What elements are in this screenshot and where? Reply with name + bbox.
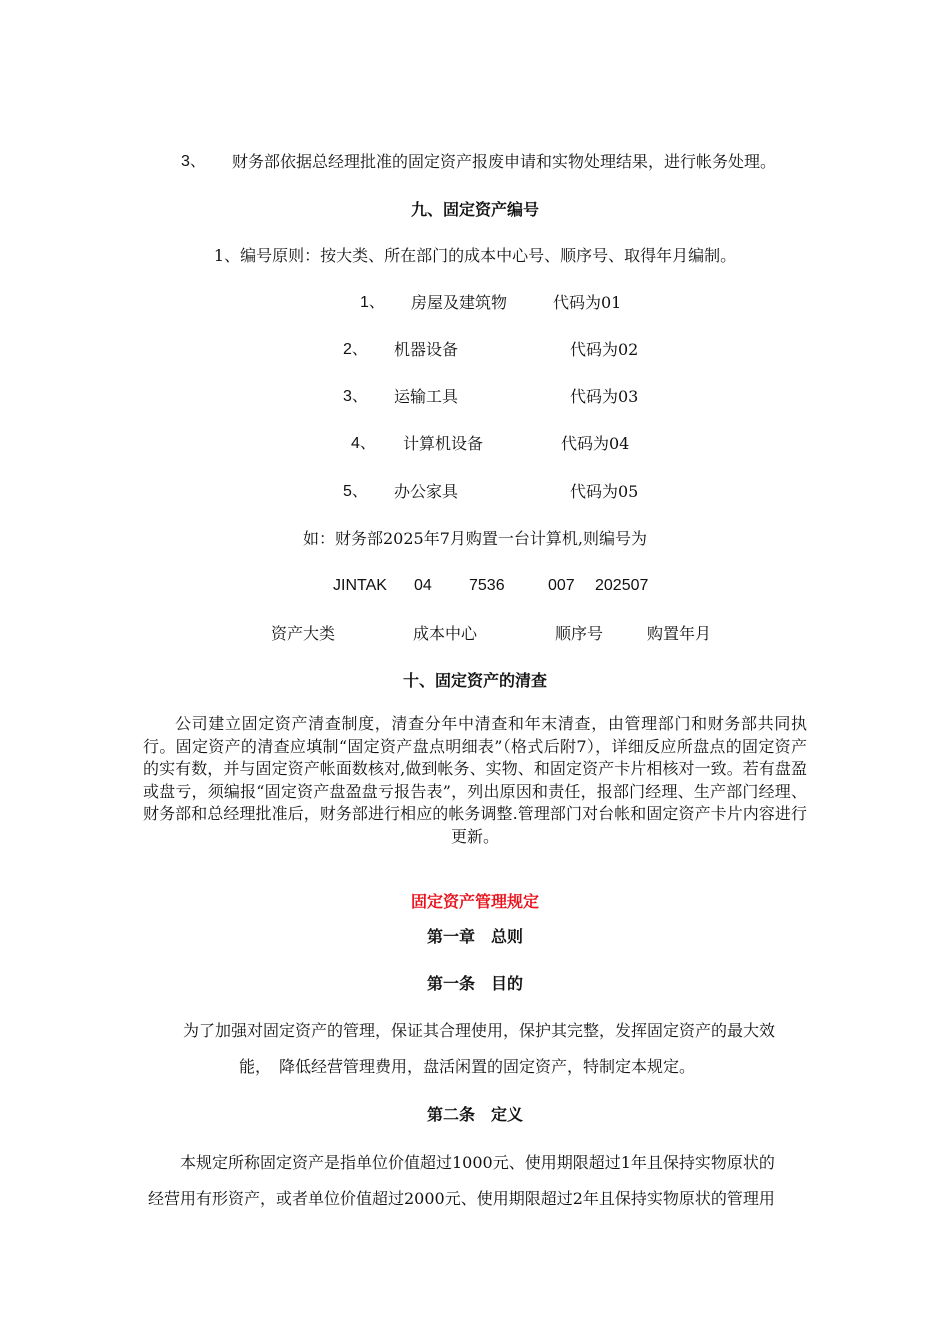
example-code-cost-center: 7536 [469,577,505,594]
example-code-sequence: 007 [548,577,575,594]
code-4-value: 代码为04 [561,434,630,453]
label-purchase-date: 购置年月 [647,624,712,643]
code-1-name: 房屋及建筑物 [411,293,508,312]
example-sentence: 如：财务部2025年7月购置一台计算机,则编号为 [303,529,647,548]
code-2-value: 代码为02 [570,340,639,359]
regulation-title: 固定资产管理规定 [410,892,539,911]
chapter-1-heading: 第一章 总则 [426,927,523,946]
code-5-name: 办公家具 [394,482,459,501]
code-4-name: 计算机设备 [403,434,484,453]
code-3-number: 3、 [343,388,368,405]
article-1-line-1: 为了加强对固定资产的管理，保证其合理使用，保护其完整，发挥固定资产的最大效 [183,1021,776,1040]
article-2-line-1: 本规定所称固定资产是指单位价值超过1000元、使用期限超过1年且保持实物原状的 [180,1153,775,1172]
code-1-number: 1、 [360,294,385,311]
code-4-number: 4、 [351,435,376,452]
inventory-paragraph: 公司建立固定资产清查制度，清查分年中清查和年末清查，由管理部门和财务部共同执行。固定资产的清查应填制“固定资产盘点明细表”（格式后附7），详细反应所盘点的固定资产的实有数，并与固定资产帐面数核对,做到帐务、实物、和固定资产卡片相核对一致。若有盘盈或盘亏，须编报“固定资产盘盈盘亏报告表”，列出原因和责任，报部门经理、生产部门经理、财务部和总经理批准后，财务部进行相应的帐务调整.管理部门对台帐和固定资产卡片内容进行更新。 [143,714,807,846]
article-2-heading: 第二条 定义 [426,1105,523,1124]
example-code-category: JINTAK [333,577,387,594]
article-1-heading: 第一条 目的 [426,974,523,993]
item-3-number: 3、 [181,153,206,170]
section-9-heading: 九、固定资产编号 [410,200,539,219]
label-cost-center: 成本中心 [413,624,478,643]
code-5-number: 5、 [343,483,368,500]
item-3-text: 财务部依据总经理批准的固定资产报废申请和实物处理结果，进行帐务处理。 [232,152,777,171]
example-code-date: 202507 [595,577,649,594]
code-3-name: 运输工具 [394,387,459,406]
section-10-heading: 十、固定资产的清查 [402,671,547,690]
code-2-number: 2、 [343,341,368,358]
label-sequence: 顺序号 [555,624,604,643]
code-2-name: 机器设备 [394,340,459,359]
label-asset-category: 资产大类 [271,624,336,643]
code-3-value: 代码为03 [570,387,639,406]
article-1-line-2: 能， 降低经营管理费用，盘活闲置的固定资产，特制定本规定。 [239,1057,696,1076]
article-2-line-2: 经营用有形资产，或者单位价值超过2000元、使用期限超过2年且保持实物原状的管理用 [148,1189,775,1208]
numbering-principle: 1、编号原则：按大类、所在部门的成本中心号、顺序号、取得年月编制。 [213,246,737,265]
code-5-value: 代码为05 [570,482,639,501]
code-1-value: 代码为01 [553,293,622,312]
example-code-type: 04 [414,577,432,594]
